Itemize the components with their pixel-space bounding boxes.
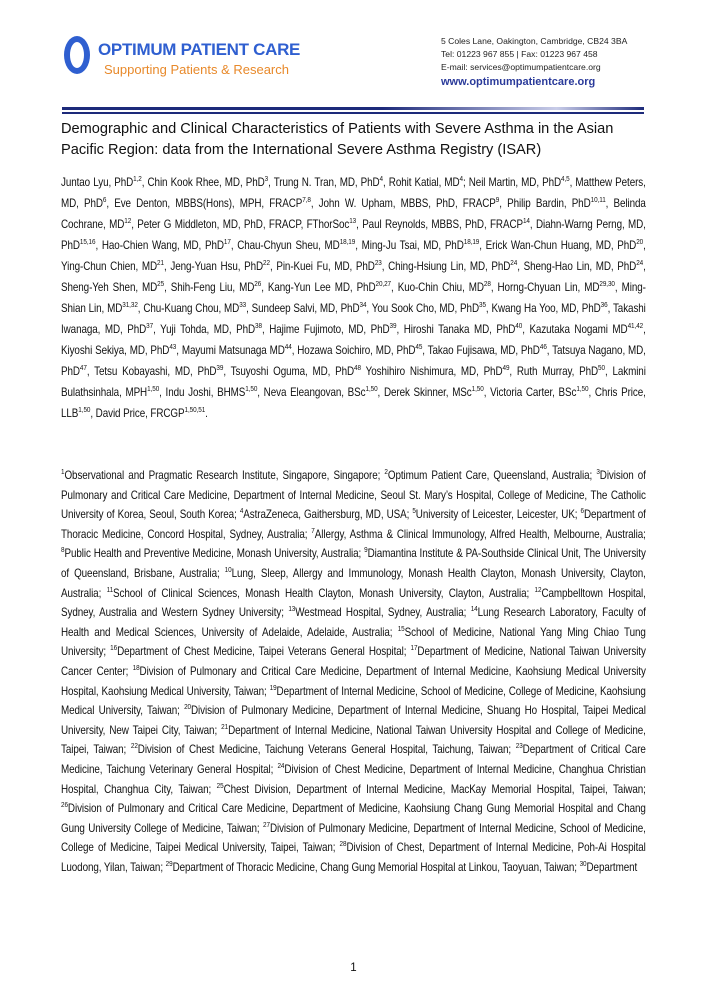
paper-title: Demographic and Clinical Characteristics of Patients with Severe Asthma in the Asian Pacific Region: data from the International Severe Asthma Registry (ISAR) bbox=[61, 121, 614, 158]
author-affiliation-ref: 47 bbox=[79, 363, 87, 372]
affiliation-text: Diamantina Institute & PA-Southside Clinical Unit, The University of Queensland, Brisbane, Australia; bbox=[61, 547, 646, 580]
author-affiliation-ref: 34 bbox=[359, 300, 367, 309]
author-affiliation-ref: 23 bbox=[374, 258, 382, 267]
author-affiliation-ref: 39 bbox=[216, 363, 224, 372]
affiliation-number: 1 bbox=[61, 467, 65, 476]
author-name: , Ying-Chun Chien, MD bbox=[61, 239, 646, 273]
author-name: , Ruth Murray, PhD bbox=[509, 365, 599, 378]
author-name: , Trung N. Tran, MD, PhD bbox=[268, 176, 380, 189]
affiliation-number: 28 bbox=[339, 839, 347, 849]
author-name: , Kang-Yun Lee MD, PhD bbox=[261, 281, 376, 294]
author-affiliation-ref: 33 bbox=[239, 300, 247, 309]
author-name: , Sundeep Salvi, MD, PhD bbox=[246, 302, 360, 315]
author-name: , David Price, FRCGP bbox=[90, 407, 185, 420]
author-affiliation-ref: 12 bbox=[124, 216, 132, 225]
author-affiliation-ref: 29,30 bbox=[599, 279, 615, 288]
affiliation-number: 17 bbox=[410, 643, 418, 653]
affiliation-text: Department of Thoracic Medicine, Concord Hospital, Sydney, Australia; bbox=[61, 508, 646, 541]
affiliation-number: 20 bbox=[184, 702, 192, 712]
affiliation-text: Department bbox=[586, 860, 638, 874]
author-list bbox=[61, 172, 646, 424]
author-name: , Hiroshi Tanaka MD, PhD bbox=[396, 323, 516, 336]
author-affiliation-ref: 35 bbox=[478, 300, 486, 309]
affiliation-text: Observational and Pragmatic Research Institute, Singapore, Singapore; bbox=[64, 469, 385, 482]
author-name: , Sheng-Hao Lin, MD, PhD bbox=[517, 260, 637, 273]
affiliation-number: 4 bbox=[239, 506, 244, 516]
affiliation-text: Department of Internal Medicine, National Taiwan University Hospital and College of Medicine, Taipei, Taiwan; bbox=[61, 723, 646, 757]
author-affiliation-ref: 40 bbox=[515, 321, 523, 330]
header-divider bbox=[62, 107, 644, 110]
author-name: , Chris Price, LLB bbox=[61, 386, 646, 420]
author-affiliation-ref: 39 bbox=[389, 321, 397, 330]
author-name: , Mayumi Matsunaga MD bbox=[176, 344, 285, 357]
author-name: , Tetsu Kobayashi, MD, PhD bbox=[86, 365, 217, 378]
contact-block bbox=[441, 35, 627, 89]
affiliation-number: 10 bbox=[224, 564, 232, 574]
author-name: , Philip Bardin, PhD bbox=[499, 197, 591, 210]
author-name: , Ming-Ju Tsai, MD, PhD bbox=[355, 239, 464, 252]
author-affiliation-ref: 17 bbox=[223, 237, 231, 246]
affiliation-text: Campbelltown Hospital, Sydney, Australia and Western Sydney University; bbox=[61, 586, 646, 620]
affiliation-text: School of Clinical Sciences, Monash Health Clayton, Monash University, Clayton, Australia; bbox=[113, 586, 535, 600]
author-name: , Kuo-Chin Chiu, MD bbox=[391, 281, 484, 294]
author-name: , Matthew Peters, MD, PhD bbox=[61, 176, 646, 210]
email: E-mail: services@optimumpatientcare.org bbox=[441, 62, 601, 72]
author-name: , Eve Denton, MBBS(Hons), MPH, FRACP bbox=[106, 197, 303, 210]
author-name: , Peter G Middleton, MD, PhD, FRACP, FThorSoc bbox=[131, 218, 350, 231]
author-affiliation-ref: 41,42 bbox=[627, 321, 644, 330]
author-name: . bbox=[205, 407, 208, 420]
author-name: , Shih-Feng Liu, MD bbox=[164, 281, 255, 294]
author-affiliation-ref: 9 bbox=[495, 195, 500, 204]
author-affiliation-ref: 25 bbox=[157, 279, 165, 288]
author-affiliation-ref: 45 bbox=[415, 342, 423, 351]
affiliation-number: 3 bbox=[596, 467, 600, 476]
author-affiliation-ref: 6 bbox=[102, 195, 107, 204]
affiliation-number: 11 bbox=[106, 584, 114, 594]
affiliation-text: School of Medicine, National Yang Ming Chiao Tung University; bbox=[61, 625, 646, 659]
author-name: , Tsuyoshi Oguma, MD, PhD bbox=[223, 365, 355, 378]
affiliation-number: 24 bbox=[277, 760, 285, 770]
affiliation-number: 26 bbox=[61, 800, 68, 810]
author-affiliation-ref: 24 bbox=[636, 258, 644, 267]
author-name: Juntao Lyu, PhD bbox=[61, 176, 134, 189]
affiliation-text: Department of Chest Medicine, Taipei Veterans General Hospital; bbox=[117, 645, 411, 659]
address: 5 Coles Lane, Oakington, Cambridge, CB24 3BA bbox=[441, 36, 628, 46]
author-name: , Hozawa Soichiro, MD, PhD bbox=[291, 344, 416, 357]
affiliation-text: Division of Pulmonary and Critical Care Medicine, Department of Internal Medicine, Seoul St. Mary’s Hospital, College of Medicine, The Catholic University of Korea, Seoul, South Korea; bbox=[61, 469, 646, 522]
author-name: , Derek Skinner, MSc bbox=[377, 386, 472, 399]
author-affiliation-ref: 10,11 bbox=[590, 195, 606, 204]
logo-subtitle: Supporting Patients & Research bbox=[104, 62, 289, 77]
author-affiliation-ref: 44 bbox=[284, 342, 292, 351]
affiliation-number: 14 bbox=[470, 604, 478, 614]
affiliation-text: Division of Chest Medicine, Taichung Veterans General Hospital, Taichung, Taiwan; bbox=[137, 743, 516, 757]
author-name: , Pin-Kuei Fu, MD, PhD bbox=[269, 260, 375, 273]
author-affiliation-ref: 21 bbox=[157, 258, 164, 267]
affiliation-text: Division of Pulmonary and Critical Care Medicine, Department of Internal Medicine, Kaohsiung Medical University Hospital, Kaohsiung Medical University, Taiwan; bbox=[61, 664, 646, 698]
affiliation-list bbox=[61, 466, 646, 877]
affiliation-number: 30 bbox=[579, 858, 587, 868]
affiliation-text: AstraZeneca, Gaithersburg, MD, USA; bbox=[243, 508, 413, 522]
affiliation-number: 2 bbox=[384, 467, 388, 476]
author-affiliation-ref: 46 bbox=[539, 342, 547, 351]
logo-o-icon bbox=[64, 36, 90, 74]
affiliation-number: 27 bbox=[263, 819, 270, 829]
author-name: , Takashi Iwanaga, MD, PhD bbox=[61, 302, 646, 336]
author-name: , Kwang Ha Yoo, MD, PhD bbox=[485, 302, 601, 315]
author-name: , Takao Fujisawa, MD, PhD bbox=[422, 344, 540, 357]
affiliation-number: 25 bbox=[216, 780, 224, 790]
affiliation-number: 9 bbox=[364, 545, 368, 555]
author-affiliation-ref: 20 bbox=[636, 237, 644, 246]
author-name: , Chu-Kuang Chou, MD bbox=[137, 302, 240, 315]
author-affiliation-ref: 4,5 bbox=[561, 174, 570, 183]
affiliation-number: 19 bbox=[269, 682, 277, 692]
affiliation-text: Chest Division, Department of Internal Medicine, MacKay Memorial Hospital, Taipei, Taiwan; bbox=[223, 782, 646, 796]
author-affiliation-ref: 49 bbox=[502, 363, 510, 372]
author-name: , Ming-Shian Lin, MD bbox=[61, 281, 646, 315]
author-name: , Rohit Katial, MD bbox=[383, 176, 460, 189]
author-affiliation-ref: 22 bbox=[263, 258, 270, 267]
affiliation-text: Westmead Hospital, Sydney, Australia; bbox=[295, 606, 471, 620]
affiliation-text: Lung, Sleep, Allergy and Immunology, Monash Health Clayton, Monash University, Clayton, Australia; bbox=[61, 566, 646, 600]
author-affiliation-ref: 18,19 bbox=[463, 237, 480, 246]
author-affiliation-ref: 1,50 bbox=[365, 384, 378, 393]
author-name: Yoshihiro Nishimura, MD, PhD bbox=[360, 365, 503, 378]
author-name: , Yuji Tohda, MD, PhD bbox=[153, 323, 256, 336]
author-affiliation-ref: 1,50,51 bbox=[184, 405, 206, 414]
affiliation-text: Optimum Patient Care, Queensland, Australia; bbox=[387, 469, 597, 482]
author-affiliation-ref: 3 bbox=[264, 174, 269, 183]
author-affiliation-ref: 1,50 bbox=[471, 384, 484, 393]
author-affiliation-ref: 13 bbox=[349, 216, 357, 225]
affiliation-text: Lung Research Laboratory, Faculty of Health and Medical Sciences, University of Adelaide, Adelaide, Australia; bbox=[61, 606, 646, 639]
page-number: 1 bbox=[350, 962, 357, 974]
author-name: , Sheng-Yeh Shen, MD bbox=[61, 260, 646, 294]
affiliation-text: Department of Critical Care Medicine, Taichung Veterinary General Hospital; bbox=[61, 743, 646, 776]
affiliation-number: 13 bbox=[288, 604, 296, 614]
affiliation-text: Department of Thoracic Medicine, Chang Gung Memorial Hospital at Linkou, Taoyuan, Taiwan; bbox=[172, 860, 580, 874]
author-name: , Neva Eleangovan, BSc bbox=[257, 386, 366, 399]
author-affiliation-ref: 1,50 bbox=[245, 384, 258, 393]
website-link[interactable]: www.optimumpatientcare.org bbox=[441, 76, 596, 88]
author-name: , Diahn-Warng Perng, MD, PhD bbox=[61, 218, 646, 252]
author-affiliation-ref: 43 bbox=[169, 342, 177, 351]
author-affiliation-ref: 1,50 bbox=[576, 384, 589, 393]
affiliation-number: 23 bbox=[515, 741, 523, 751]
author-name: , Jeng-Yuan Hsu, PhD bbox=[163, 260, 264, 273]
affiliation-number: 8 bbox=[61, 545, 65, 555]
author-name: , Victoria Carter, BSc bbox=[483, 386, 577, 399]
author-affiliation-ref: 48 bbox=[354, 363, 361, 372]
optimum-patient-care-logo bbox=[64, 34, 301, 84]
affiliation-text: Division of Chest, Department of Internal Medicine, Poh-Ai Hospital Luodong, Yilan, Taiwan; bbox=[61, 841, 646, 874]
author-name: , You Sook Cho, MD, PhD bbox=[366, 302, 479, 315]
affiliation-text: Department of Medicine, National Taiwan University Cancer Center; bbox=[61, 645, 646, 678]
affiliation-number: 15 bbox=[397, 623, 405, 633]
author-affiliation-ref: 1,50 bbox=[147, 384, 160, 393]
affiliation-number: 12 bbox=[534, 584, 542, 594]
author-name: , Hajime Fujimoto, MD, PhD bbox=[261, 323, 390, 336]
affiliation-text: Division of Pulmonary Medicine, Department of Internal Medicine, School of Medicine, College of Medicine, Taipei Medical University, Taipei, Taiwan; bbox=[61, 821, 646, 855]
author-name: , Tatsuya Nagano, MD, PhD bbox=[61, 344, 646, 378]
author-affiliation-ref: 37 bbox=[146, 321, 154, 330]
author-name: , Kazutaka Nogami MD bbox=[522, 323, 628, 336]
header-divider-lower bbox=[62, 112, 644, 114]
author-name: , Lakmini Bulathsinhala, MPH bbox=[61, 365, 646, 399]
affiliation-number: 5 bbox=[412, 506, 416, 516]
affiliation-text: Public Health and Preventive Medicine, Monash University, Australia; bbox=[64, 547, 365, 561]
author-name: , Indu Joshi, BHMS bbox=[159, 386, 246, 399]
affiliation-number: 22 bbox=[130, 741, 138, 751]
author-name: , Horng-Chyuan Lin, MD bbox=[490, 281, 600, 294]
author-name: , Chau-Chyun Sheu, MD bbox=[230, 239, 340, 252]
affiliation-text: University of Leicester, Leicester, UK; bbox=[415, 508, 581, 522]
affiliation-text: Division of Pulmonary and Critical Care Medicine, Department of Medicine, Kaohsiung Chang Gung Memorial Hospital and Chang Gung University College of Medicine, Taiwan; bbox=[61, 802, 646, 835]
affiliation-text: Department of Internal Medicine, School of Medicine, College of Medicine, Kaohsiung Medical University, Taiwan; bbox=[61, 684, 646, 718]
affiliation-number: 16 bbox=[110, 643, 118, 653]
author-name: , Hao-Chien Wang, MD, PhD bbox=[95, 239, 224, 252]
author-name: , John W. Upham, MBBS, PhD, FRACP bbox=[310, 197, 496, 210]
affiliation-number: 6 bbox=[580, 506, 585, 516]
author-affiliation-ref: 20,27 bbox=[375, 279, 392, 288]
author-affiliation-ref: 36 bbox=[600, 300, 608, 309]
author-affiliation-ref: 1,2 bbox=[133, 174, 142, 183]
author-affiliation-ref: 28 bbox=[483, 279, 491, 288]
author-name: , Chin Kook Rhee, MD, PhD bbox=[141, 176, 265, 189]
author-affiliation-ref: 15,16 bbox=[79, 237, 96, 246]
author-name: , Kiyoshi Sekiya, MD, PhD bbox=[61, 323, 646, 357]
author-name: ; Neil Martin, MD, PhD bbox=[463, 176, 562, 189]
author-affiliation-ref: 4 bbox=[379, 174, 384, 183]
author-affiliation-ref: 4 bbox=[459, 174, 464, 183]
author-affiliation-ref: 1,50 bbox=[78, 405, 91, 414]
author-affiliation-ref: 24 bbox=[510, 258, 518, 267]
affiliation-number: 18 bbox=[132, 662, 140, 672]
affiliation-number: 7 bbox=[311, 525, 315, 535]
logo-title: OPTIMUM PATIENT CARE bbox=[98, 40, 301, 59]
author-name: , Erick Wan-Chun Huang, MD, PhD bbox=[479, 239, 637, 252]
author-affiliation-ref: 7,8 bbox=[302, 195, 311, 204]
affiliation-text: Allergy, Asthma & Clinical Immunology, Alfred Health, Melbourne, Australia; bbox=[314, 527, 646, 541]
author-name: , Ching-Hsiung Lin, MD, PhD bbox=[381, 260, 511, 273]
phone: Tel: 01223 967 855 | Fax: 01223 967 458 bbox=[441, 49, 598, 59]
author-affiliation-ref: 26 bbox=[254, 279, 262, 288]
affiliation-text: Division of Pulmonary Medicine, Department of Internal Medicine, Shuang Ho Hospital, Taipei Medical University, New Taipei City, Taiwan; bbox=[61, 704, 646, 737]
affiliation-number: 29 bbox=[165, 858, 173, 868]
author-name: , Belinda Cochrane, MD bbox=[61, 197, 646, 231]
author-affiliation-ref: 18,19 bbox=[339, 237, 356, 246]
author-affiliation-ref: 50 bbox=[598, 363, 605, 372]
author-name: , Paul Reynolds, MBBS, PhD, FRACP bbox=[356, 218, 523, 231]
author-affiliation-ref: 38 bbox=[255, 321, 262, 330]
affiliation-number: 21 bbox=[221, 721, 229, 731]
author-affiliation-ref: 14 bbox=[522, 216, 530, 225]
author-affiliation-ref: 31,32 bbox=[122, 300, 138, 309]
affiliation-text: Division of Chest Medicine, Department of Internal Medicine, Changhua Christian Hospital, Changhua City, Taiwan; bbox=[61, 762, 646, 796]
